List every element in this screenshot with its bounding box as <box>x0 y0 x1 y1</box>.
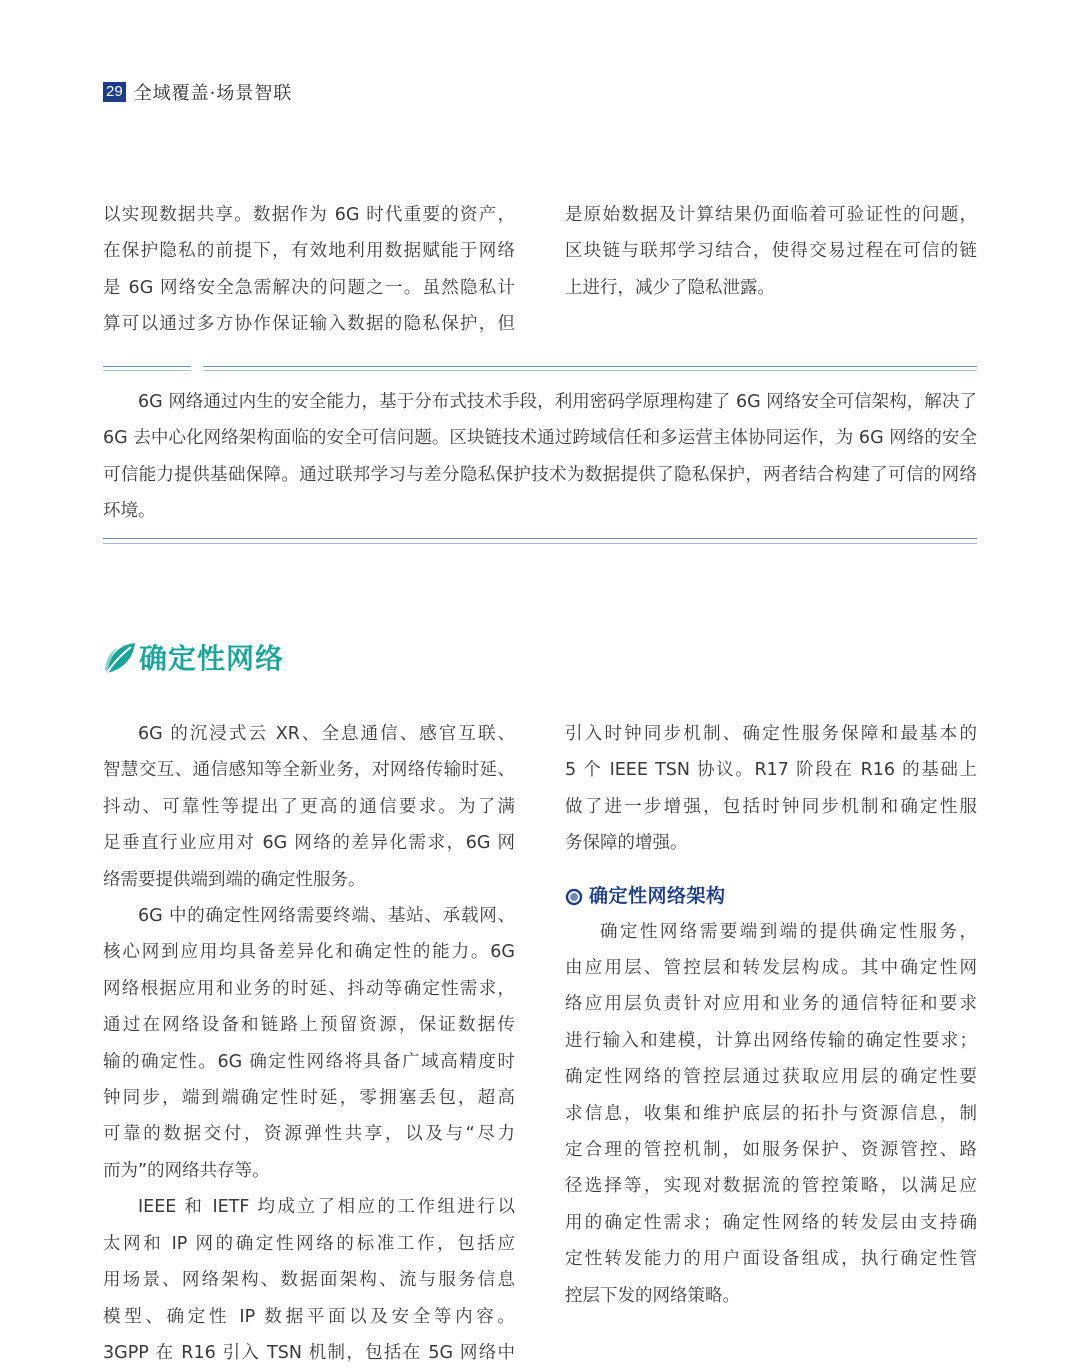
text-line: 络应用层负责针对应用和业务的通信特征和要求 <box>565 994 977 1015</box>
text-line: 定合理的管控机制，如服务保护、资源管控、路 <box>565 1140 977 1161</box>
paragraph <box>565 914 977 1314</box>
text-line: 确定性网络的管控层通过获取应用层的确定性要 <box>565 1067 977 1088</box>
text-line: 以实现数据共享。数据作为 6G 时代重要的资产， <box>103 205 515 225</box>
section-title: 确定性网络 <box>139 642 285 675</box>
running-title: 全域覆盖·场景智联 <box>133 83 293 104</box>
text-line: 6G 的沉浸式云 XR、全息通信、感官互联、 <box>138 724 515 744</box>
text-line: 3GPP 在 R16 引入 TSN 机制，包括在 5G 网络中 <box>103 1342 515 1363</box>
body-left-column <box>103 716 515 1371</box>
text-line: 是 6G 网络安全急需解决的问题之一。虽然隐私计 <box>103 277 515 298</box>
paragraph <box>565 716 977 862</box>
text-line: 可靠的数据交付，资源弹性共享，以及与“尽力 <box>103 1124 515 1145</box>
circle-bullet-icon <box>565 888 583 906</box>
text-line: 用的确定性需求；确定性网络的转发层由支持确 <box>565 1212 977 1233</box>
text-line: 网络根据应用和业务的时延、抖动等确定性需求， <box>103 978 515 999</box>
section-heading <box>103 632 284 682</box>
running-header <box>103 80 292 104</box>
text-line: 5 个 IEEE TSN 协议。R17 阶段在 R16 的基础上 <box>565 760 977 781</box>
text-line: 足垂直行业应用对 6G 网络的差异化需求，6G 网 <box>103 833 515 854</box>
summary-top-rule <box>103 366 977 374</box>
text-line: 引入时钟同步机制、确定性服务保障和最基本的 <box>565 724 977 744</box>
text-line: 径选择等，实现对数据流的管控策略，以满足应 <box>565 1176 977 1197</box>
body-right-column <box>565 716 977 1314</box>
text-line: 算可以通过多方协作保证输入数据的隐私保护，但 <box>103 314 515 335</box>
text-line: 输的确定性。6G 确定性网络将具备广域高精度时 <box>103 1051 515 1072</box>
text-line: 务保障的增强。 <box>565 833 688 854</box>
paragraph <box>103 1189 515 1371</box>
text-line: 络需要提供端到端的确定性服务。 <box>103 869 366 890</box>
text-line: 在保护隐私的前提下，有效地利用数据赋能于网络 <box>103 241 515 262</box>
summary-box <box>103 366 977 544</box>
text-line: 做了进一步增强，包括时钟同步机制和确定性服 <box>565 796 977 817</box>
summary-text: 6G 网络通过内生的安全能力，基于分布式技术手段，利用密码学原理构建了 6G 网络安全可信架构，解决了 6G 去中心化网络架构面临的安全可信问题。区块链技术通过跨域信任和多运营主体协同运作，为 6G 网络的安全可信能力提供基础保障。通过联邦学习与差分隐私保护技术为数据提供了隐私保护，两者结合构建了可信的网络环境。 <box>103 392 977 522</box>
text-line: 定性转发能力的用户面设备组成，执行确定性管 <box>565 1249 977 1270</box>
text-line: 智慧交互、通信感知等全新业务，对网络传输时延、 <box>103 760 515 781</box>
text-line: 6G 中的确定性网络需要终端、基站、承载网、 <box>138 906 515 927</box>
page-number: 29 <box>103 82 126 102</box>
paragraph <box>103 716 515 898</box>
top-right-column <box>565 197 977 306</box>
text-line: 核心网到应用均具备差异化和确定性的能力。6G <box>103 942 515 963</box>
text-line: 进行输入和建模，计算出网络传输的确定性要求； <box>565 1030 977 1051</box>
subheading <box>565 880 977 914</box>
top-left-column <box>103 197 515 343</box>
text-line: 区块链与联邦学习结合，使得交易过程在可信的链 <box>565 241 977 262</box>
text-line: 上进行，减少了隐私泄露。 <box>565 277 775 298</box>
text-line: 而为”的网络共存等。 <box>103 1160 270 1181</box>
subheading-text: 确定性网络架构 <box>589 885 726 908</box>
text-line: 用场景、网络架构、数据面架构、流与服务信息 <box>103 1270 515 1291</box>
paragraph <box>103 898 515 1189</box>
text-line: 钟同步，端到端确定性时延，零拥塞丢包，超高 <box>103 1088 515 1109</box>
text-line: 通过在网络设备和链路上预留资源，保证数据传 <box>103 1015 515 1036</box>
text-line: 模型、确定性 IP 数据平面以及安全等内容。 <box>103 1306 515 1327</box>
text-line: 是原始数据及计算结果仍面临着可验证性的问题， <box>565 205 977 225</box>
text-line: 由应用层、管控层和转发层构成。其中确定性网 <box>565 958 977 979</box>
text-line: IEEE 和 IETF 均成立了相应的工作组进行以 <box>138 1197 515 1218</box>
summary-bottom-rule <box>103 538 977 544</box>
text-line: 确定性网络需要端到端的提供确定性服务， <box>600 921 977 942</box>
text-line: 求信息，收集和维护底层的拓扑与资源信息，制 <box>565 1103 977 1124</box>
text-line: 控层下发的网络策略。 <box>565 1285 740 1306</box>
text-line: 太网和 IP 网的确定性网络的标准工作，包括应 <box>103 1233 515 1254</box>
leaf-icon <box>103 639 137 675</box>
text-line: 抖动、可靠性等提出了更高的通信要求。为了满 <box>103 796 515 817</box>
